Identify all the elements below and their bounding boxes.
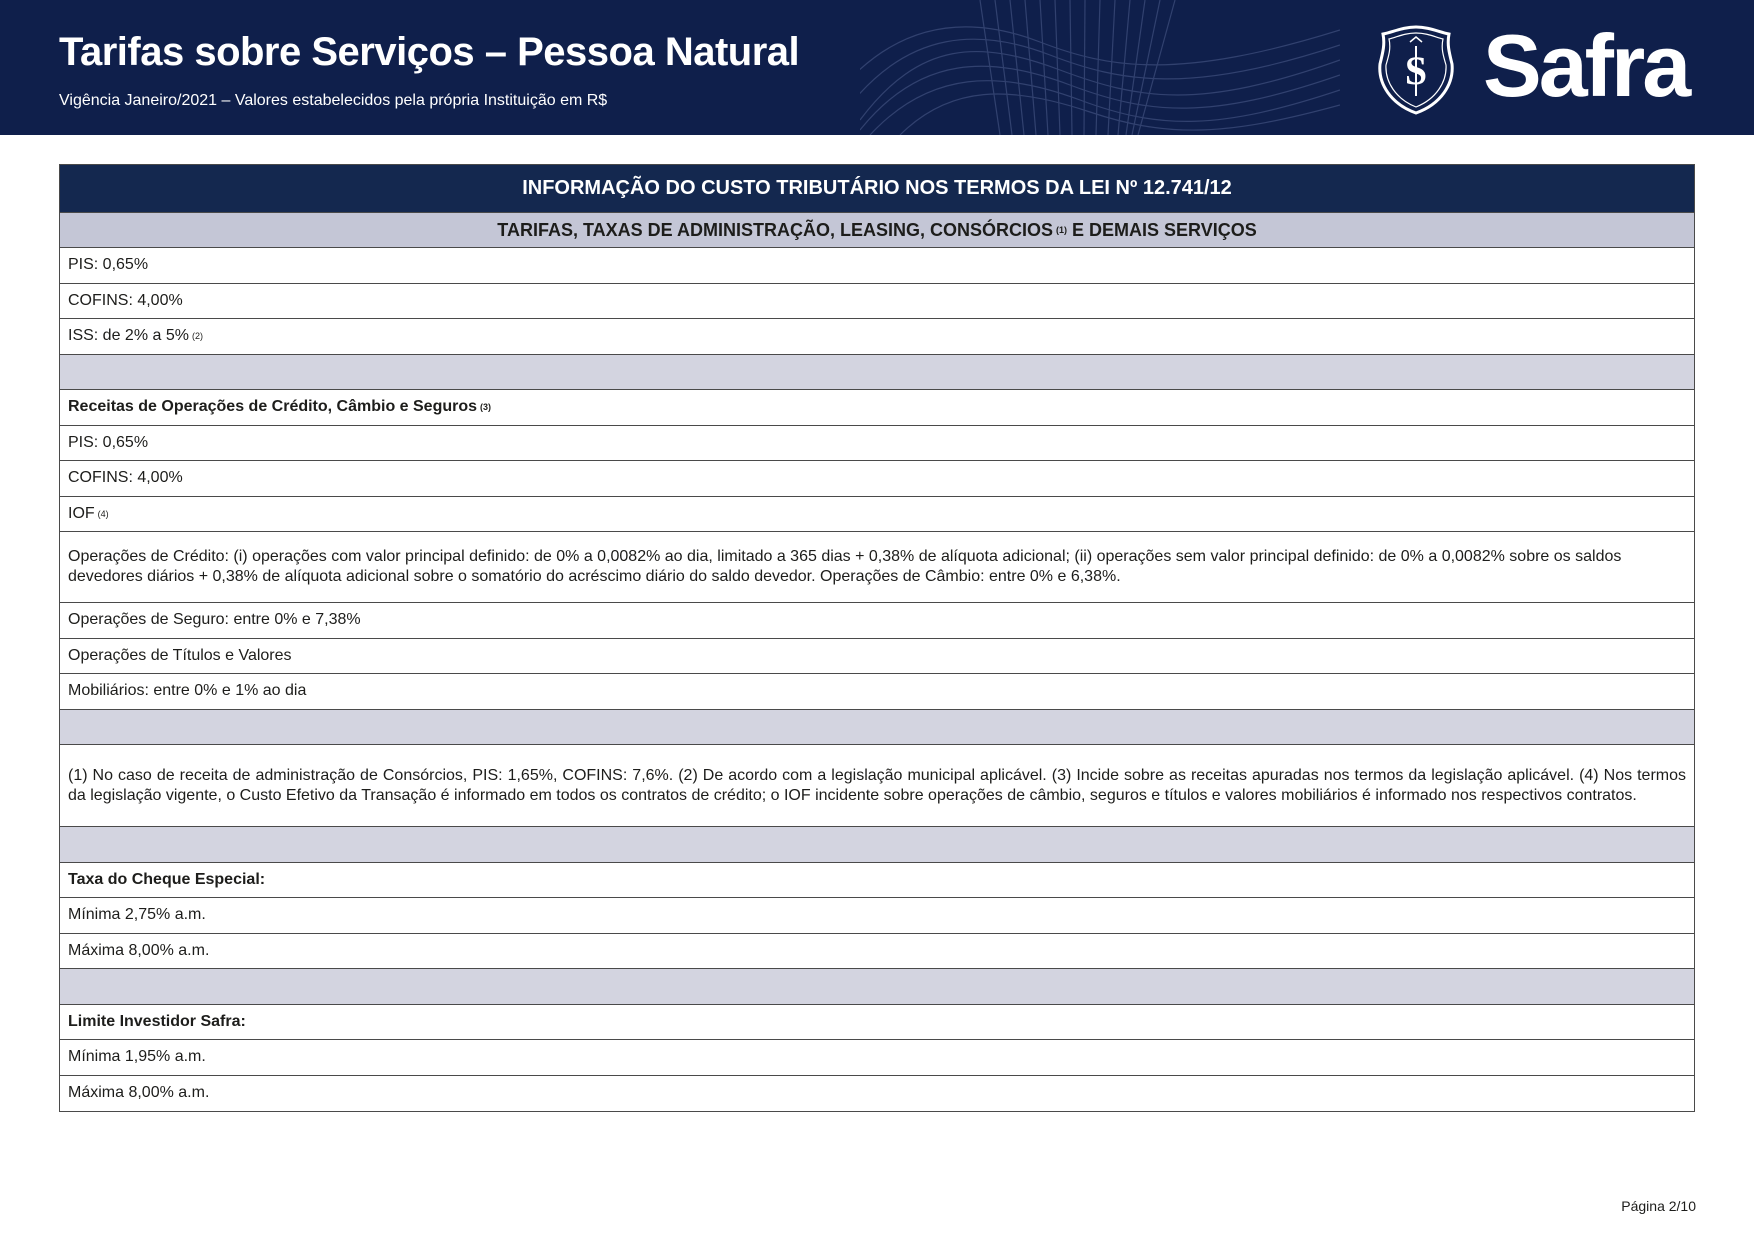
page-title: Tarifas sobre Serviços – Pessoa Natural (59, 30, 800, 74)
table-spacer (60, 710, 1694, 746)
table-row-credit-cofins: COFINS: 4,00% (60, 461, 1694, 497)
safra-crest-icon (1377, 24, 1455, 116)
table-row-credit-operations: Operações de Crédito: (i) operações com valor principal definido: de 0% a 0,0082% ao dia, limitado a 365 dias + 0,38% de alíquota adicional; (ii) operações sem valor principal definido: de 0% a 0,0082% sobre os saldos devedores diários + 0,38% de alíquota adicional sobre o somatório do acréscimo diário do saldo devedor. Operações de Câmbio: entre 0% e 6,38%. (60, 532, 1694, 603)
brand-logo-text: Safra (1483, 16, 1689, 115)
section-heading-cheque-especial: Taxa do Cheque Especial: (60, 863, 1694, 899)
section-heading-limite-investidor: Limite Investidor Safra: (60, 1005, 1694, 1041)
table-row-securities: Operações de Títulos e Valores (60, 639, 1694, 675)
footnotes: (1) No caso de receita de administração de Consórcios, PIS: 1,65%, COFINS: 7,6%. (2) De acordo com a legislação municipal aplicável. (3) Incide sobre as receitas apuradas nos termos da legislação aplicável. (4) Nos termos da legislação vigente, o Custo Efetivo da Transação é informado em todos os contratos de crédito; o IOF incidente sobre operações de câmbio, seguros e títulos e valores mobiliários é informado nos respectivos contratos. (60, 745, 1694, 827)
table-spacer (60, 969, 1694, 1005)
table-title: INFORMAÇÃO DO CUSTO TRIBUTÁRIO NOS TERMOS DA LEI Nº 12.741/12 (60, 165, 1694, 213)
page-number: Página 2/10 (1621, 1198, 1696, 1214)
table-row-insurance: Operações de Seguro: entre 0% e 7,38% (60, 603, 1694, 639)
table-row-limite-min: Mínima 1,95% a.m. (60, 1040, 1694, 1076)
table-row-cheque-min: Mínima 2,75% a.m. (60, 898, 1694, 934)
table-row-pis: PIS: 0,65% (60, 248, 1694, 284)
table-row-limite-max: Máxima 8,00% a.m. (68, 1084, 210, 1102)
table-row-iof: IOF (4) (60, 497, 1694, 533)
table-row-cheque-max: Máxima 8,00% a.m. (60, 934, 1694, 970)
table-row-cofins: COFINS: 4,00% (60, 284, 1694, 320)
table-spacer (60, 355, 1694, 391)
table-row-credit-pis: PIS: 0,65% (60, 426, 1694, 462)
table-row-mobiliarios: Mobiliários: entre 0% e 1% ao dia (60, 674, 1694, 710)
table-subtitle: TARIFAS, TAXAS DE ADMINISTRAÇÃO, LEASING, CONSÓRCIOS (1) E DEMAIS SERVIÇOS (60, 213, 1694, 248)
section-heading-credit: Receitas de Operações de Crédito, Câmbio e Seguros (3) (60, 390, 1694, 426)
decorative-waves (860, 0, 1340, 135)
tax-info-table (59, 164, 1695, 1112)
page-subtitle: Vigência Janeiro/2021 – Valores estabelecidos pela própria Instituição em R$ (59, 92, 608, 109)
page-header (0, 0, 1754, 135)
table-row-iss: ISS: de 2% a 5% (2) (60, 319, 1694, 355)
svg-text:S: S (1404, 48, 1428, 93)
table-spacer (60, 827, 1694, 863)
